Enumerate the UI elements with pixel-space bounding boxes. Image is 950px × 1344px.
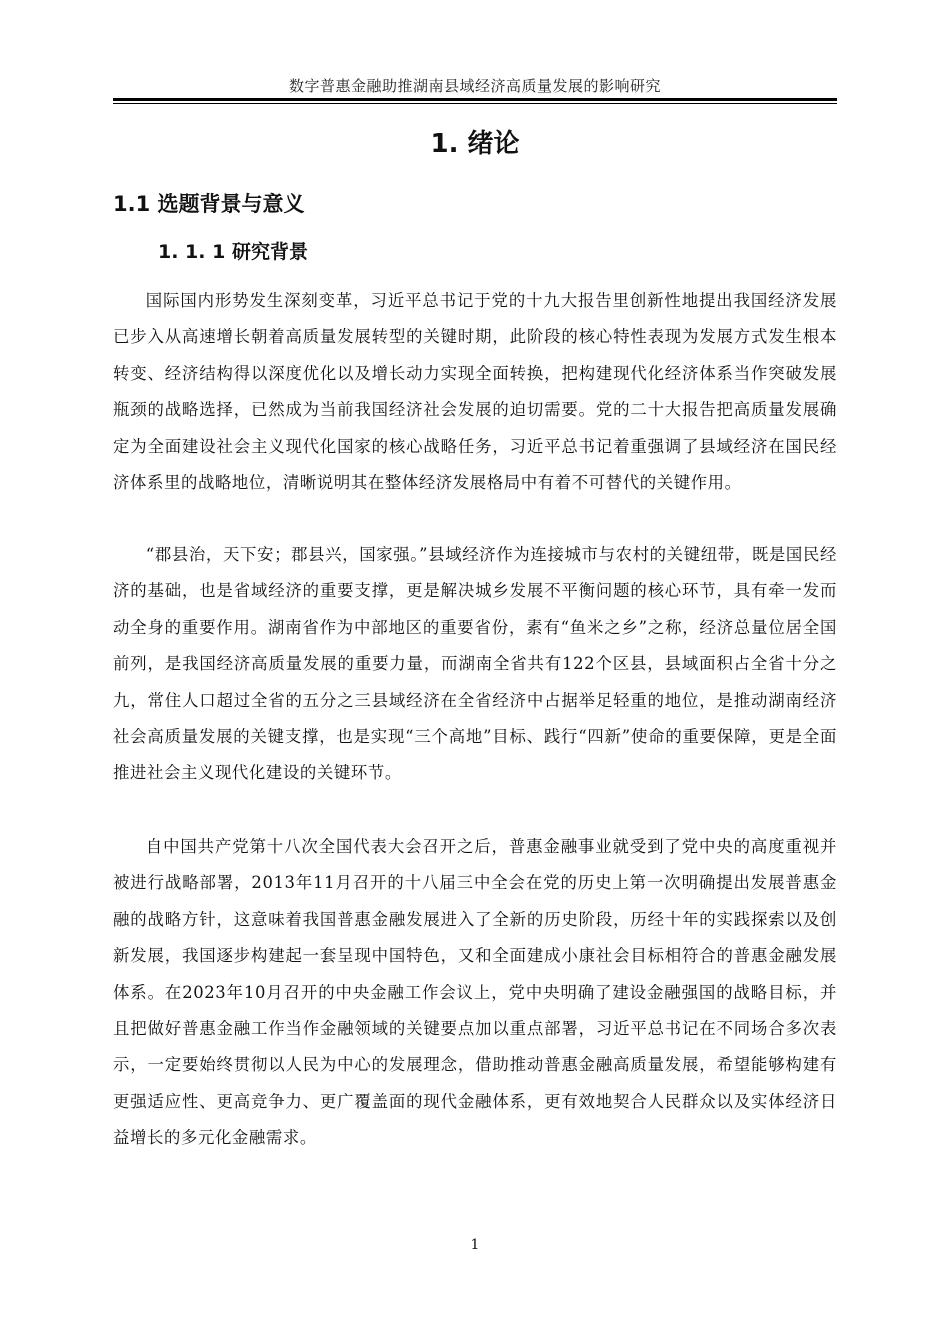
body-paragraph: 自中国共产党第十八次全国代表大会召开之后，普惠金融事业就受到了党中央的高度重视并被进行战略部署，2013年11月召开的十八届三中全会在党的历史上第一次明确提出发展普惠金融的战略方针，这意味着我国普惠金融发展进入了全新的历史阶段，历经十年的实践探索以及创新发展，我国逐步构建起一套呈现中国特色，又和全面建成小康社会目标相符合的普惠金融发展体系。在2023年10月召开的中央金融工作会议上，党中央明确了建设金融强国的战略目标，并且把做好普惠金融工作当作金融领域的关键要点加以重点部署，习近平总书记在不同场合多次表示，一定要始终贯彻以人民为中心的发展理念，借助推动普惠金融高质量发展，希望能够构建有更强适应性、更高竞争力、更广覆盖面的现代金融体系，更有效地契合人民群众以及实体经济日益增长的多元化金融需求。	[113, 837, 837, 1148]
running-header: 数字普惠金融助推湖南县域经济高质量发展的影响研究	[288, 77, 661, 95]
page-number: 1	[470, 1237, 480, 1253]
chapter-title: 1. 绪论	[430, 129, 520, 159]
body-paragraph: “郡县治，天下安；郡县兴，国家强。”县域经济作为连接城市与农村的关键纽带，既是国民经济的基础，也是省域经济的重要支撑，更是解决城乡发展不平衡问题的核心环节，具有牵一发而动全身的重要作用。湖南省作为中部地区的重要省份，素有“鱼米之乡”之称，经济总量位居全国前列，是我国经济高质量发展的重要力量，而湖南全省共有122个区县，县域面积占全省十分之九，常住人口超过全省的五分之三县域经济在全省经济中占据举足轻重的地位，是推动湖南经济社会高质量发展的关键支撑，也是实现“三个高地”目标、践行“四新”使命的重要保障，更是全面推进社会主义现代化建设的关键环节。	[113, 545, 837, 783]
body-paragraph: 国际国内形势发生深刻变革，习近平总书记于党的十九大报告里创新性地提出我国经济发展已步入从高速增长朝着高质量发展转型的关键时期，此阶段的核心特性表现为发展方式发生根本转变、经济结构得以深度优化以及增长动力实现全面转换，把构建现代化经济体系当作突破发展瓶颈的战略选择，已然成为当前我国经济社会发展的迫切需要。党的二十大报告把高质量发展确定为全面建设社会主义现代化国家的核心战略任务，习近平总书记着重强调了县域经济在国民经济体系里的战略地位，清晰说明其在整体经济发展格局中有着不可替代的关键作用。	[113, 291, 837, 493]
header-rule-thick	[113, 98, 837, 101]
header-rule-thin	[113, 103, 837, 104]
subsection-title: 1. 1. 1 研究背景	[158, 241, 308, 263]
section-title: 1.1 选题背景与意义	[113, 192, 305, 216]
